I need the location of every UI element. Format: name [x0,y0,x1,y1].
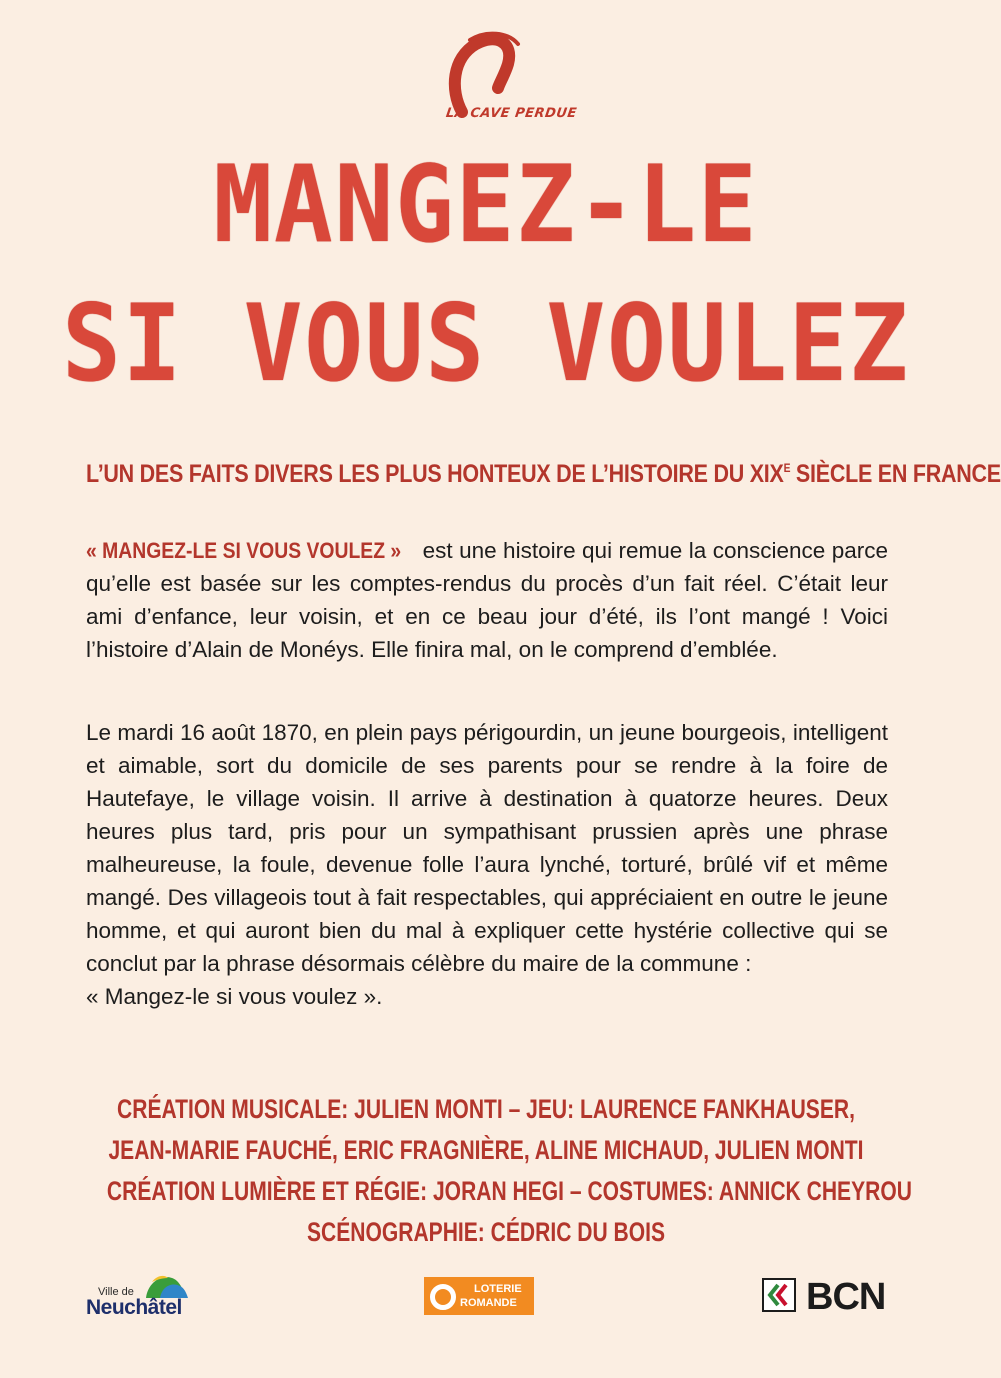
credits-line: CRÉATION MUSICALE: JULIEN MONTI – JEU: LAURENCE FANKHAUSER, [117,1094,855,1124]
ville-de-neuchatel-logo [86,1272,196,1322]
subtitle-superscript: E [783,461,791,475]
neuchatel-small-text: Ville de [98,1286,134,1298]
credits [0,1089,972,1253]
subtitle: L’UN DES FAITS DIVERS LES PLUS HONTEUX DE L’HISTOIRE DU $XIX^E$ SIÈCLE EN FRANCE [86,460,1001,488]
paragraph-intro: « MANGEZ-LE SI VOUS VOULEZ » est une histoire qui remue la conscience parce qu’elle est basée sur les comptes-rendus du procès d’un fait réel. C’était leur ami d’enfance, leur voisin, et en ce beau jour d’été, ils l’ont mangé ! Voici l’histoire d’Alain de Monéys. Elle finira mal, on le comprend d’emblée. [86,534,888,666]
credits-line: CRÉATION LUMIÈRE ET RÉGIE: JORAN HEGI – COSTUMES: ANNICK CHEYROU [106,1176,912,1206]
bcn-mark-icon [762,1278,796,1312]
paragraph-quote: « Mangez-le si vous voulez ». [86,984,383,1009]
paragraph-lead: « MANGEZ-LE SI VOUS VOULEZ » [86,538,402,563]
loterie-ring-icon [430,1284,456,1310]
credits-line: SCÉNOGRAPHIE: CÉDRIC DU BOIS [306,1217,666,1247]
page-title-line-2: SI VOUS VOULEZ [62,282,910,405]
paragraph-story: Le mardi 16 août 1870, en plein pays périgourdin, un jeune bourgeois, intelligent et aimable, sort du domicile de ses parents pour se rendre à la foire de Hautefaye, le village voisin. Il arrive à destination à quatorze heures. Deux heures plus tard, pris pour un sympathisant prussien après une phrase malheureuse, la foule, devenue folle l’aura lynché, torturé, brûlé vif et même mangé. Des villageois tout à fait respectables, qui appréciaient en outre le jeune homme, et qui auront bien du mal à expliquer cette hystérie collective qui se conclut par la phrase désormais célèbre du maire de la commune : « Mangez-le si vous voulez ». [86,720,888,1009]
loterie-romande-logo [424,1277,534,1315]
loterie-line-2: ROMANDE [460,1297,517,1309]
page-title-line-1: MANGEZ-LE [213,143,759,266]
loterie-line-1: LOTERIE [474,1283,522,1295]
logo-text: LA CAVE PERDUE [444,106,578,121]
neuchatel-big-text: Neuchâtel [86,1296,182,1319]
bcn-logo [762,1278,890,1318]
credits-line: JEAN-MARIE FAUCHÉ, ERIC FRAGNIÈRE, ALINE MICHAUD, JULIEN MONTI [108,1135,864,1165]
bcn-text: BCN [806,1276,886,1318]
